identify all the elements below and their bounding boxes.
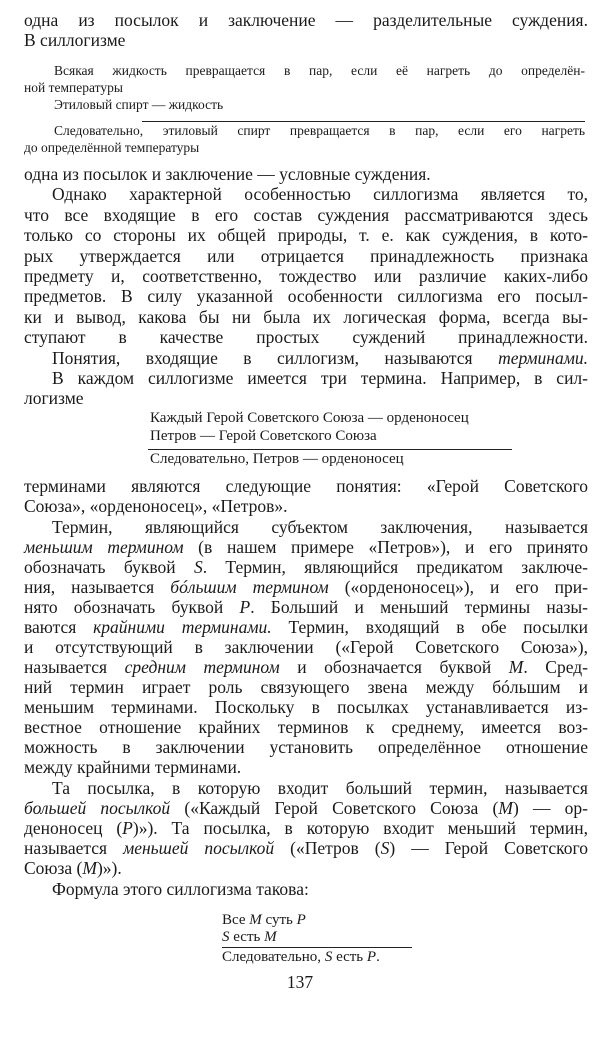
text-segment: Петров — Герой Советского Союза [150,428,377,444]
text-segment: можность в заключении установить определённое отношение [24,737,588,757]
text-segment: («Петров ( [274,838,381,858]
text-line [24,30,125,50]
text-segment: что все входящие в его состав суждения рассматриваются здесь [24,205,588,225]
text-line [52,348,588,368]
text-line [24,677,588,697]
text-segment: и обозначается буквой [279,657,509,677]
text-line [24,737,588,757]
text-line [24,307,588,327]
italic-term: S [193,557,203,577]
text-line [24,617,588,637]
text-line [52,879,309,899]
text-segment: ступают в качестве простых суждений принадлежности. [24,327,588,347]
syllogism-rule-2 [148,449,512,450]
text-line [24,79,123,96]
text-line [24,327,588,347]
text-segment: и отсутствующий в заключении («Герой Советского Союза»), [24,637,588,657]
text-segment: нято обозначать буквой [24,597,240,617]
text-line [24,697,588,717]
text-segment: Однако характерной особенностью силлогизма является то, [52,184,588,204]
text-segment: суть [261,912,297,928]
italic-term: средним термином [124,657,280,677]
text-segment: предметов. В силу указанной особенности силлогизма его посыл- [24,286,588,306]
italic-term: S [324,949,333,965]
text-segment: Понятия, входящие в силлогизм, называются [52,348,499,368]
text-line [52,778,588,798]
text-segment: )»). Та посылка, в которую входит меньший термин, [132,818,588,838]
italic-term: крайними терминами. [93,617,272,637]
text-segment: ки и вывод, какова бы ни была их логическая форма, всегда вы- [24,307,588,327]
text-line [150,450,404,468]
text-segment: Всякая жидкость превращается в пар, если её нагреть до определён- [54,63,585,78]
text-segment: называется [24,657,125,677]
text-line [150,409,469,427]
text-segment: ) — ор- [512,798,588,818]
text-line [24,798,588,818]
text-line [24,717,588,737]
text-line [24,388,84,408]
italic-term: терминами. [498,348,588,368]
italic-term: M [82,858,97,878]
text-line [24,205,588,225]
italic-term: P [296,912,306,928]
italic-term: меньшим термином [24,537,184,557]
text-segment: логизме [24,388,84,408]
text-segment: . Сред- [523,657,588,677]
text-segment: терминами являются следующие понятия: «Герой Советского [24,476,588,496]
text-line [24,838,588,858]
text-segment: . [376,949,380,965]
text-segment: Все [222,912,250,928]
text-segment: до определённой температуры [24,140,200,155]
text-segment: обозначать буквой [24,557,194,577]
italic-term: бóльшим термином [170,577,329,597]
syllogism-rule-1 [142,121,585,122]
text-line [24,164,431,184]
text-segment: Каждый Герой Советского Союза — орденоносец [150,410,469,426]
text-line [24,537,588,557]
text-segment: одна из посылок и заключение — разделительные суждения. [24,10,588,30]
text-line [24,657,588,677]
text-line [24,757,241,777]
text-line [54,96,223,113]
text-segment: Следовательно, этиловый спирт превращается в пар, если его нагреть [54,123,585,138]
text-segment: . Больший и меньший термины назы- [250,597,588,617]
italic-term: P [366,949,377,965]
text-segment: называется [24,838,124,858]
text-segment: рых утверждается или отрицается принадлежность признака [24,246,588,266]
italic-term: M [508,657,524,677]
italic-term: меньшей посылкой [123,838,275,858]
text-line [150,427,377,445]
text-segment: («Каждый Герой Советского Союза ( [170,798,499,818]
text-line [222,948,380,966]
text-line [24,10,588,30]
text-segment: деноносец ( [24,818,123,838]
italic-term: M [249,912,262,928]
text-segment: меньшим терминами. Поскольку в посылках устанавливается из- [24,697,588,717]
text-line [24,266,588,286]
text-segment: одна из посылок и заключение — условные суждения. [24,164,431,184]
text-segment: между крайними терминами. [24,757,242,777]
text-segment: Следовательно, [222,949,325,965]
formula-rule [222,947,412,948]
text-line [24,496,288,516]
text-segment: («орденоносец»), и его при- [328,577,588,597]
text-segment: только со стороны их общей природы, т. е. как суждения, в кото- [24,225,588,245]
italic-term: большей посылкой [24,798,171,818]
text-segment: ния, называется [24,577,171,597]
text-segment: )»). [96,858,122,878]
text-segment: ваются [24,617,94,637]
text-segment: ной температуры [24,80,123,95]
text-segment: Союза ( [24,858,83,878]
text-line [222,911,306,929]
italic-term: M [498,798,513,818]
text-line [24,577,588,597]
text-line [24,597,588,617]
text-line [52,184,588,204]
text-line [24,476,588,496]
text-line [24,858,122,878]
page-number: 137 [286,972,314,992]
text-line [52,368,588,388]
italic-term: P [239,597,251,617]
text-segment: Формула этого силлогизма такова: [52,879,309,899]
text-line [54,62,585,79]
text-segment: (в нашем примере «Петров»), и его принято [183,537,588,557]
text-segment: Та посылка, в которую входит больший термин, называется [52,778,588,798]
text-segment: . Термин, являющийся предикатом заключе- [202,557,588,577]
italic-term: P [122,818,133,838]
text-segment: ний термин играет роль связующего звена между бóльшим и [24,677,588,697]
text-line [24,246,588,266]
text-segment: В каждом силлогизме имеется три термина. Например, в сил- [52,368,588,388]
text-line [222,928,277,946]
text-line [24,637,588,657]
text-segment: Этиловый спирт — жидкость [54,97,224,112]
italic-term: M [264,929,277,945]
text-segment: ) — Герой Советского [389,838,588,858]
text-segment: Термин, являющийся субъектом заключения, называется [52,517,588,537]
text-line [24,225,588,245]
text-segment: В силлогизме [24,30,126,50]
text-segment: Союза», «орденоносец», «Петров». [24,496,288,516]
text-line [24,286,588,306]
text-segment: вестное отношение крайних терминов к среднему, имеется воз- [24,717,588,737]
text-line [24,557,588,577]
text-segment: Термин, входящий в обе посылки [271,617,588,637]
text-line [52,517,588,537]
text-line [24,139,199,156]
text-segment: есть [229,929,265,945]
text-segment: есть [332,949,367,965]
text-line [54,122,585,139]
italic-term: S [222,929,230,945]
text-segment: Следовательно, Петров — орденоносец [150,451,404,467]
text-line [24,818,588,838]
italic-term: S [380,838,390,858]
text-segment: предмету и, соответственно, тождество или различие каких-либо [24,266,588,286]
